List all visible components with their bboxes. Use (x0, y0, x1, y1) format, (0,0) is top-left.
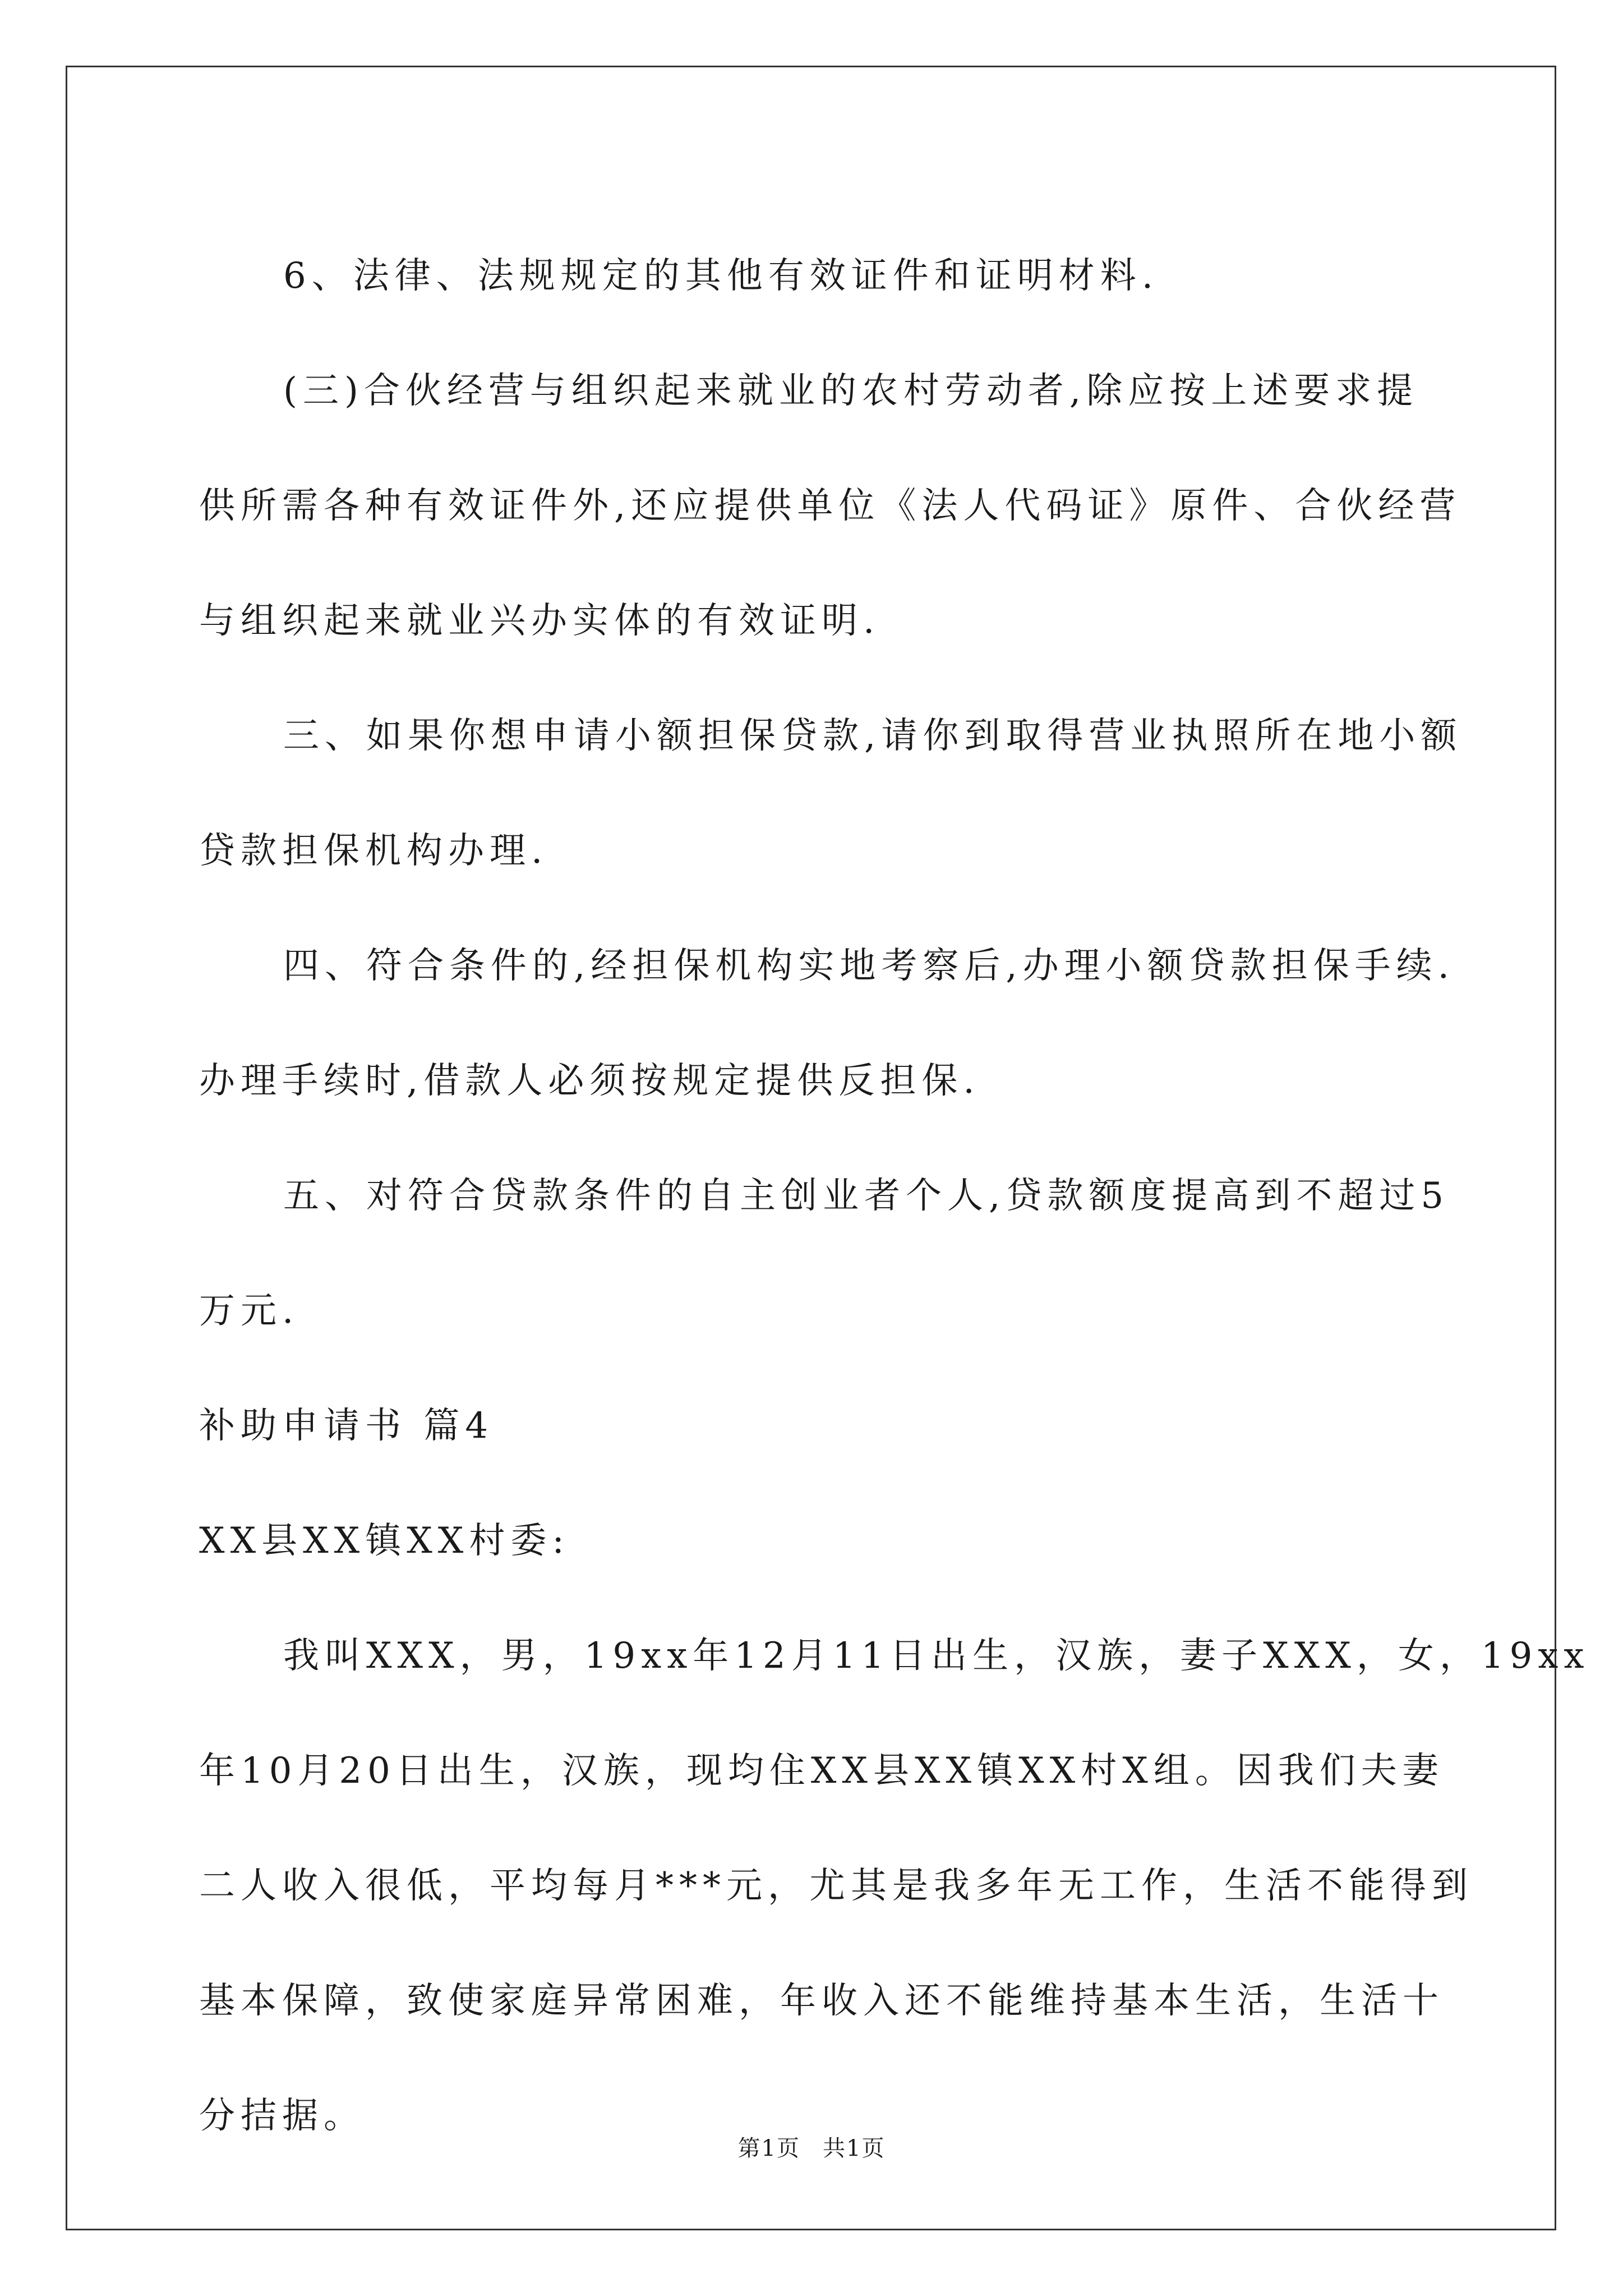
paragraph-line: 我叫XXX，男，19xx年12月11日出生，汉族，妻子XXX，女，19xx (283, 1635, 1590, 1677)
paragraph-line: 与组织起来就业兴办实体的有效证明. (199, 600, 880, 642)
paragraph-line: 办理手续时,借款人必须按规定提供反担保. (199, 1060, 980, 1102)
paragraph-line: 年10月20日出生，汉族，现均住XX县XX镇XX村X组。因我们夫妻 (199, 1750, 1444, 1792)
page-number-current: 第1页 (737, 2136, 800, 2161)
page-number-total: 共1页 (823, 2136, 886, 2161)
paragraph-line: 6、法律、法规规定的其他有效证件和证明材料. (283, 255, 1159, 297)
paragraph-line: 基本保障，致使家庭异常困难，年收入还不能维持基本生活，生活十 (199, 1980, 1444, 2022)
document-body (199, 219, 1590, 2174)
paragraph-line: 贷款担保机构办理. (199, 830, 548, 872)
paragraph-line: 万元. (199, 1290, 299, 1332)
paragraph-line: 分拮据。 (199, 2095, 365, 2137)
paragraph-line: 二人收入很低，平均每月***元，尤其是我多年无工作，生活不能得到 (199, 1865, 1473, 1907)
paragraph-line: (三)合伙经营与组织起来就业的农村劳动者,除应按上述要求提 (283, 370, 1419, 412)
paragraph-line: 三、如果你想申请小额担保贷款,请你到取得营业执照所在地小额 (283, 715, 1463, 757)
paragraph-line: 供所需各种有效证件外,还应提供单位《法人代码证》原件、合伙经营 (199, 485, 1461, 527)
page-footer (0, 2131, 1623, 2162)
paragraph-line: 五、对符合贷款条件的自主创业者个人,贷款额度提高到不超过5 (283, 1175, 1450, 1217)
paragraph-line: 四、符合条件的,经担保机构实地考察后,办理小额贷款担保手续. (283, 945, 1455, 987)
letter-salutation: XX县XX镇XX村委: (199, 1520, 570, 1562)
section-heading: 补助申请书 篇4 (199, 1405, 494, 1447)
